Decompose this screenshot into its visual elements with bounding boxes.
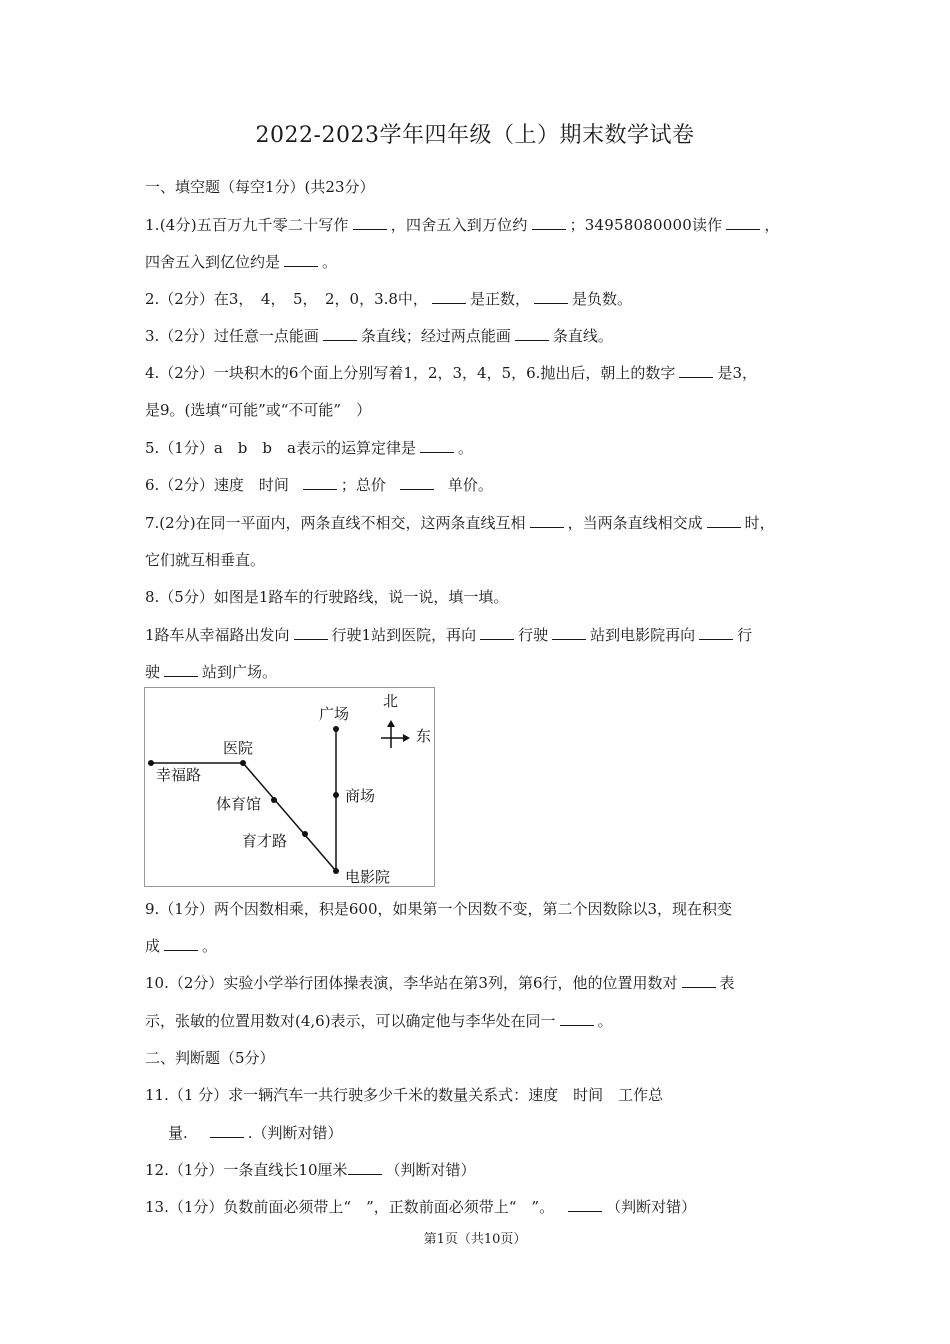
question-9-cont: 成 。	[145, 937, 218, 955]
answer-blank[interactable]	[303, 475, 337, 490]
label-yucailu: 育才路	[242, 832, 288, 850]
label-xingfulu: 幸福路	[156, 766, 202, 784]
question-7: 7.(2分)在同一平面内，两条直线不相交，这两条直线互相 ，当两条直线相交成 时，	[145, 514, 775, 532]
answer-blank[interactable]	[294, 625, 328, 640]
stop-dianyingyuan	[333, 868, 339, 874]
label-tiyuguan: 体育馆	[216, 795, 262, 813]
answer-blank[interactable]	[552, 625, 586, 640]
answer-blank[interactable]	[323, 326, 357, 341]
page-footer: 第1页（共10页）	[423, 1232, 527, 1247]
label-dianyingyuan: 电影院	[345, 868, 391, 886]
answer-blank[interactable]	[515, 326, 549, 341]
bus-route-svg	[145, 688, 434, 886]
question-11: 11.（1 分）求一辆汽车一共行驶多少千米的数量关系式：速度 时间 工作总	[145, 1086, 664, 1104]
answer-blank[interactable]	[164, 662, 198, 677]
bus-route-map	[144, 687, 435, 887]
question-4-cont: 是9。(选填“可能”或“不可能” ）	[145, 401, 372, 419]
answer-blank[interactable]	[432, 289, 466, 304]
question-8-body-cont: 驶 站到广场。	[145, 663, 278, 681]
question-9: 9.（1分）两个因数相乘，积是600，如果第一个因数不变，第二个因数除以3，现在积变	[145, 900, 733, 918]
answer-blank[interactable]	[532, 215, 566, 230]
stop-xingfulu	[148, 760, 154, 766]
stop-yiyuan	[240, 760, 246, 766]
answer-blank[interactable]	[682, 973, 716, 988]
section-heading: 一、填空题（每空1分）(共23分）	[145, 178, 375, 196]
answer-blank[interactable]	[679, 363, 713, 378]
answer-blank[interactable]	[353, 215, 387, 230]
question-6: 6.（2分）速度 时间 ；总价 单价。	[145, 476, 493, 494]
answer-blank[interactable]	[534, 289, 568, 304]
stop-guangchang	[333, 726, 339, 732]
question-4: 4.（2分）一块积木的6个面上分别写着1，2，3，4，5，6.抛出后，朝上的数字 是3，	[145, 364, 757, 382]
answer-blank[interactable]	[480, 625, 514, 640]
question-1-cont: 四舍五入到亿位约是 。	[145, 253, 338, 271]
answer-blank[interactable]	[707, 513, 741, 528]
question-2: 2.（2分）在3， 4， 5， 2，0，3.8中， 是正数， 是负数。	[145, 290, 632, 308]
question-11-cont: 量. .（判断对错）	[168, 1124, 343, 1142]
label-guangchang: 广场	[319, 705, 350, 723]
answer-blank[interactable]	[726, 215, 760, 230]
answer-blank[interactable]	[699, 625, 733, 640]
question-13: 13.（1分）负数前面必须带上“ ”，正数前面必须带上“ ”。 （判断对错）	[145, 1198, 697, 1216]
answer-blank[interactable]	[284, 252, 318, 267]
answer-blank[interactable]	[210, 1123, 244, 1138]
label-yiyuan: 医院	[223, 739, 254, 757]
label-shangchang: 商场	[345, 787, 376, 805]
page-title: 2022-2023学年四年级（上）期末数学试卷	[255, 123, 695, 148]
question-10: 10.（2分）实验小学举行团体操表演，李华站在第3列，第6行，他的位置用数对 表	[145, 974, 735, 992]
answer-blank[interactable]	[560, 1011, 594, 1026]
stop-yucailu	[302, 831, 308, 837]
answer-blank[interactable]	[400, 475, 434, 490]
question-8-body: 1路车从幸福路出发向 行驶1站到医院，再向 行驶 站到电影院再向 行	[145, 626, 753, 644]
question-7-cont: 它们就互相垂直。	[145, 551, 266, 569]
answer-blank[interactable]	[568, 1197, 602, 1212]
question-1: 1.(4分)五百万九千零二十写作 ，四舍五入到万位约 ；34958080000读作 ，	[145, 216, 780, 234]
answer-blank[interactable]	[420, 438, 454, 453]
answer-blank[interactable]	[348, 1160, 382, 1175]
label-bei: 北	[383, 692, 399, 710]
label-dong: 东	[416, 727, 432, 745]
question-10-cont: 示，张敏的位置用数对(4,6)表示，可以确定他与李华处在同一 。	[145, 1012, 613, 1030]
question-3: 3.（2分）过任意一点能画 条直线；经过两点能画 条直线。	[145, 327, 613, 345]
answer-blank[interactable]	[530, 513, 564, 528]
route-segment-diagonal	[243, 763, 336, 871]
question-12: 12.（1分）一条直线长10厘米 （判断对错）	[145, 1161, 476, 1179]
question-5: 5.（1分）a b b a表示的运算定律是 。	[145, 439, 473, 457]
stop-shangchang	[333, 792, 339, 798]
stop-tiyuguan	[271, 797, 277, 803]
question-8: 8.（5分）如图是1路车的行驶路线，说一说，填一填。	[145, 588, 509, 606]
section-heading-2: 二、判断题（5分）	[145, 1049, 275, 1067]
compass-icon	[381, 720, 410, 748]
answer-blank[interactable]	[164, 936, 198, 951]
